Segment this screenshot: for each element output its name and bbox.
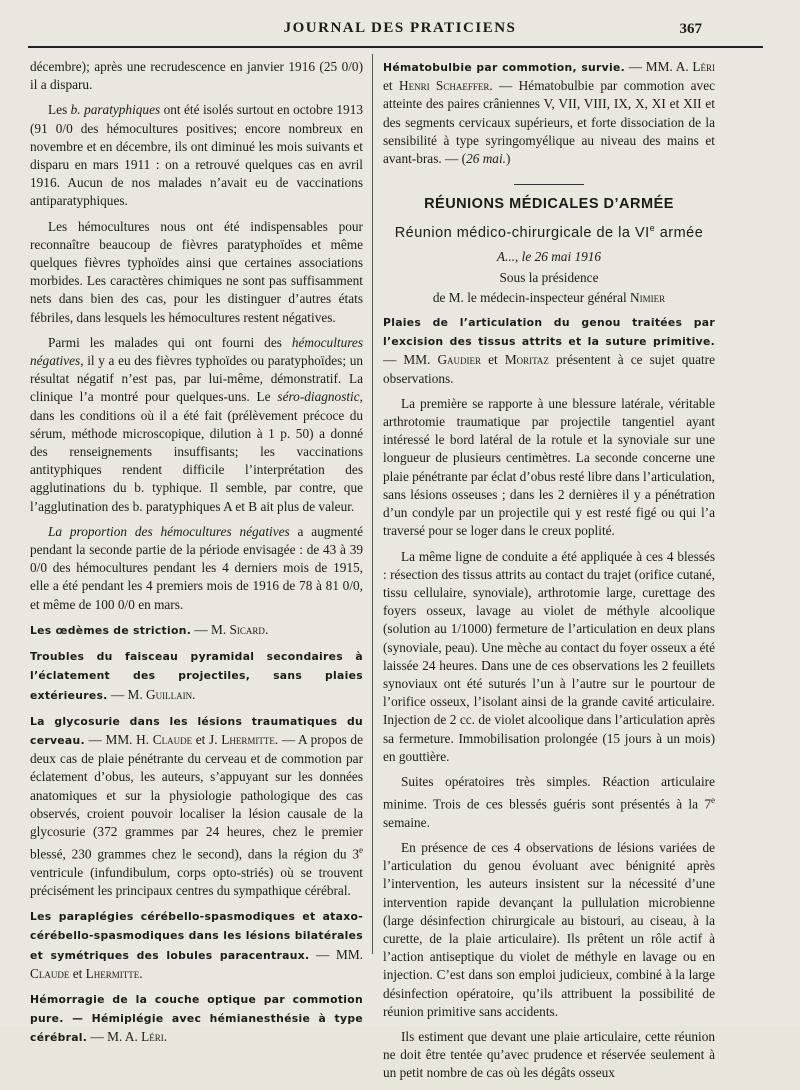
- text-run: Les: [48, 102, 71, 118]
- entry-title: Troubles du faisceau pyramidal secondaires à l’éclatement des projectiles, sans plaies extérieures.: [30, 650, 363, 702]
- section-divider: [514, 184, 584, 185]
- paragraph: La première se rapporte à une blessure latérale, véritable arthrotomie traumatique par projectile tangentiel ayant intéressé le bord latéral de la rotule et la synoviale sur une longueur de plusieurs centimètres. La seconde concerne une plaie pénétrante par éclat d’obus resté libre dans l’articulation, sans lésions osseuses ; dans les 2 dernières il y a pénétration d’un condyle par un projectile qui y est resté figé ou qui l’a traversé pour se loger dans le creux poplité.: [383, 395, 715, 539]
- text-run: .: [192, 686, 196, 702]
- text-run: , dans les conditions où il a été fait (prélèvement précoce du sérum, méthode microscopique, dilution à 1 p. 50) a donné des renseignements insuffisants; les vaccinations antityphiques rendent difficile l’interprétation des agglutinations du b. typhique. Il semble, par contre, que l’agglutination des b. paratyphiques A et B ait plus de valeur.: [30, 389, 363, 514]
- entry-title: Plaies de l’articulation du genou traitées par l’excision des tissus attrits et la suture primitive.: [383, 316, 715, 349]
- paragraph: La même ligne de conduite a été appliquée à ces 4 blessés : résection des tissus attrits au contact du trajet (orifice cutané, tissu cellulaire, synoviale), arthrotomie large, curettage des foyers osseux, lavage au violet de méthyle alcoolique (solution au 1/1000) fermeture de l’articulation en deux plans (synoviale, peau). Une mèche au contact du foyer osseux a été laissée 24 heures. Dans une de ces observations les 2 feuillets synoviaux ont été suturés l’un à l’autre sur le pourtour de l’orifice osseux, l’isolant ainsi de la grande cavité articulaire. Injection de 2 cc. de violet alcoolique dans l’articulation après sa fermeture. Immobilisation prolongée (15 jours à un mois) en gouttière.: [383, 548, 715, 764]
- right-column: [383, 58, 715, 1090]
- text-run: et: [69, 965, 86, 981]
- text-run: et J.: [192, 731, 222, 747]
- paragraph: Ils estiment que devant une plaie articulaire, cette réunion ne doit être tentée qu’avec prudence et réservée seulement à un petit nombre de cas où les dégâts osseux: [383, 1029, 715, 1081]
- italic-text: La proportion des hémocultures négatives: [48, 523, 290, 539]
- superscript: e: [359, 845, 363, 856]
- entry-title: Les paraplégies cérébello-spasmodiques et ataxo-cérébello-spasmodiques dans les lésions bilatérales et symétriques des lobules paracentraux.: [30, 910, 363, 962]
- communication-entry: [30, 907, 363, 983]
- presidency-line: Sous la présidence: [499, 269, 599, 285]
- communication-entry: [30, 621, 363, 640]
- text-run: — M. A.: [87, 1029, 142, 1045]
- running-header-title: JOURNAL DES PRATICIENS: [283, 20, 517, 36]
- paragraph: [30, 334, 363, 516]
- text-run: , il y a eu des fièvres typhoïdes ou paratyphoïdes; un résultat négatif n’est pas, par lui-même, démonstratif. La clinique l’a montré pour quelques-uns. Le: [30, 353, 363, 405]
- author-name: Lhermitte: [85, 965, 140, 981]
- paragraph: [383, 773, 715, 832]
- author-name: Léri: [141, 1029, 164, 1045]
- text-run: — MM. A.: [625, 59, 693, 74]
- paragraph: [30, 101, 363, 210]
- author-name: Guillain: [146, 686, 193, 702]
- text-run: a augmenté pendant la seconde partie de la période envisagée : de 43 à 39 0/0 des hémocultures pendant les 4 derniers mois de 1915, elle a été pendant les 4 premiers mois de 1916 de 78 à 81 0/0, et même de 100 0/0 en mars.: [30, 523, 363, 612]
- text-run: et: [383, 78, 399, 94]
- text-run: Suites opératoires très simples. Réaction articulaire minime. Trois de ces blessés guéris sont présentés à la 7: [383, 773, 715, 812]
- author-name: Claude: [30, 965, 70, 981]
- header-rule: [28, 46, 763, 48]
- superscript: e: [649, 223, 656, 234]
- author-name: Moritaz: [504, 352, 549, 368]
- author-name: Léri: [692, 59, 715, 74]
- author-name: Nimier: [630, 289, 666, 305]
- author-name: Claude: [152, 731, 193, 747]
- text-run: — M.: [191, 621, 230, 637]
- text-run: — MM. H.: [84, 731, 153, 747]
- text-run: ont été isolés surtout en octobre 1913 (91 0/0 des hémocultures positives; encore nombreux en novembre et en décembre, ils ont diminué les mois suivants et disparu en mars 1911 : on a retrouvé quelques cas en avril 1916. Aucun de nos malades n’avait eu de vaccinations antiparatyphiques.: [30, 102, 363, 209]
- entry-title: Hémorragie de la couche optique par commotion pure. — Hémiplégie avec hémianesthésie à type cérébral.: [30, 992, 363, 1045]
- section-heading: RÉUNIONS MÉDICALES D’ARMÉE: [424, 196, 674, 213]
- text-run: Parmi les malades qui ont fourni des: [48, 334, 292, 350]
- text-run: semaine.: [383, 814, 430, 830]
- left-column: [30, 58, 363, 1055]
- entry-title: Les œdèmes de striction.: [30, 623, 192, 637]
- communication-entry: [30, 712, 363, 900]
- paragraph: [30, 523, 363, 614]
- text-run: .: [139, 965, 143, 981]
- section-subheading: [383, 219, 715, 242]
- author-name: Gaudier: [437, 352, 482, 368]
- italic-text: b. paratyphiques: [70, 102, 161, 118]
- text-run: et: [481, 352, 505, 368]
- text-run: .: [264, 621, 269, 637]
- author-name: Sicard: [229, 621, 265, 637]
- text-run: armée: [655, 225, 704, 242]
- text-run: .: [163, 1029, 168, 1045]
- session-date: 26 mai.: [466, 151, 506, 167]
- text-run: . — A propos de deux cas de plaie pénétrante du cerveau et de commotion par éclatement d’obus, les auteurs, s’appuyant sur les données anatomiques et sur la physiologie pathologique des cas observés, croient pouvoir localiser la lésion causale de la glycosurie (372 grammes par 24 heures, chez le premier blessé, 230 grammes chez le second), dans la région du 3: [30, 731, 363, 862]
- paragraph: En présence de ces 4 observations de lésions variées de l’articulation du genou évoluant avec bénignité après l’intervention, les auteurs insistent sur la nécessité d’une intervention rapide devançant la pullulation microbienne (large désinfection chirurgicale au bistouri, au ciseau, à la curette, de la plaie articulaire). Ils prêtent un rôle actif à l’action antiseptique du violet de méthyle en lavage ou en injection. C’est dans son emploi judicieux, combiné à la large désinfection opératoire, qu’ils attribuent la possibilité de réunion primitive sans accidents.: [383, 839, 715, 1019]
- communication-entry: [383, 313, 715, 388]
- text-run: ventricule (infundibulum, corps opto-striés) où se trouvent précisément les principaux centres du sympathique cérébral.: [30, 864, 363, 898]
- entry-title: La glycosurie dans les lésions traumatiques du cerveau.: [30, 714, 363, 747]
- italic-text: séro-diagnostic: [277, 389, 360, 405]
- text-run: — M.: [107, 686, 147, 702]
- author-name: Lhermitte: [221, 731, 275, 747]
- communication-entry: [30, 647, 363, 705]
- column-divider: [372, 54, 373, 954]
- meeting-date: A..., le 26 mai 1916: [496, 249, 602, 265]
- text-run: ): [505, 151, 511, 167]
- communication-entry: [30, 990, 363, 1048]
- text-run: — MM.: [383, 352, 438, 368]
- paragraph: décembre); après une recrudescence en janvier 1916 (25 0/0) il a disparu.: [30, 59, 363, 93]
- superscript: e: [711, 795, 715, 806]
- communication-entry: [383, 58, 715, 168]
- text-run: Réunion médico-chirurgicale de la VI: [394, 225, 650, 242]
- page-number: 367: [679, 21, 702, 37]
- text-run: . — Hématobulbie par commotion avec atteinte des paires crâniennes V, VII, VIII, IX, X, XI et XII et des segments cervicaux supérieurs, et forte dissociation de la sensibilité à type syringomyélique au niveau des mains et avant-bras. — (: [383, 78, 715, 167]
- text-run: présentent à ce sujet quatre observations.: [383, 352, 716, 386]
- italic-text: hémocultures négatives: [30, 334, 363, 369]
- text-run: de M. le médecin-inspecteur général: [432, 289, 631, 305]
- paragraph: Les hémocultures nous ont été indispensables pour reconnaître beaucoup de fièvres paratyphoïdes et même quelques fièvres typhoïdes ainsi que certaines associations morbides. Les caractères chimiques ne sont pas suffisamment nets dans bien des cas, pour les distinguer d’autres états fébriles, dans lesquels les hémocultures restent négatives.: [30, 218, 363, 325]
- entry-title: Hématobulbie par commotion, survie.: [383, 61, 626, 74]
- president-line: [383, 289, 715, 307]
- text-run: — MM.: [309, 946, 363, 962]
- author-name: Henri Schaeffer: [398, 78, 490, 94]
